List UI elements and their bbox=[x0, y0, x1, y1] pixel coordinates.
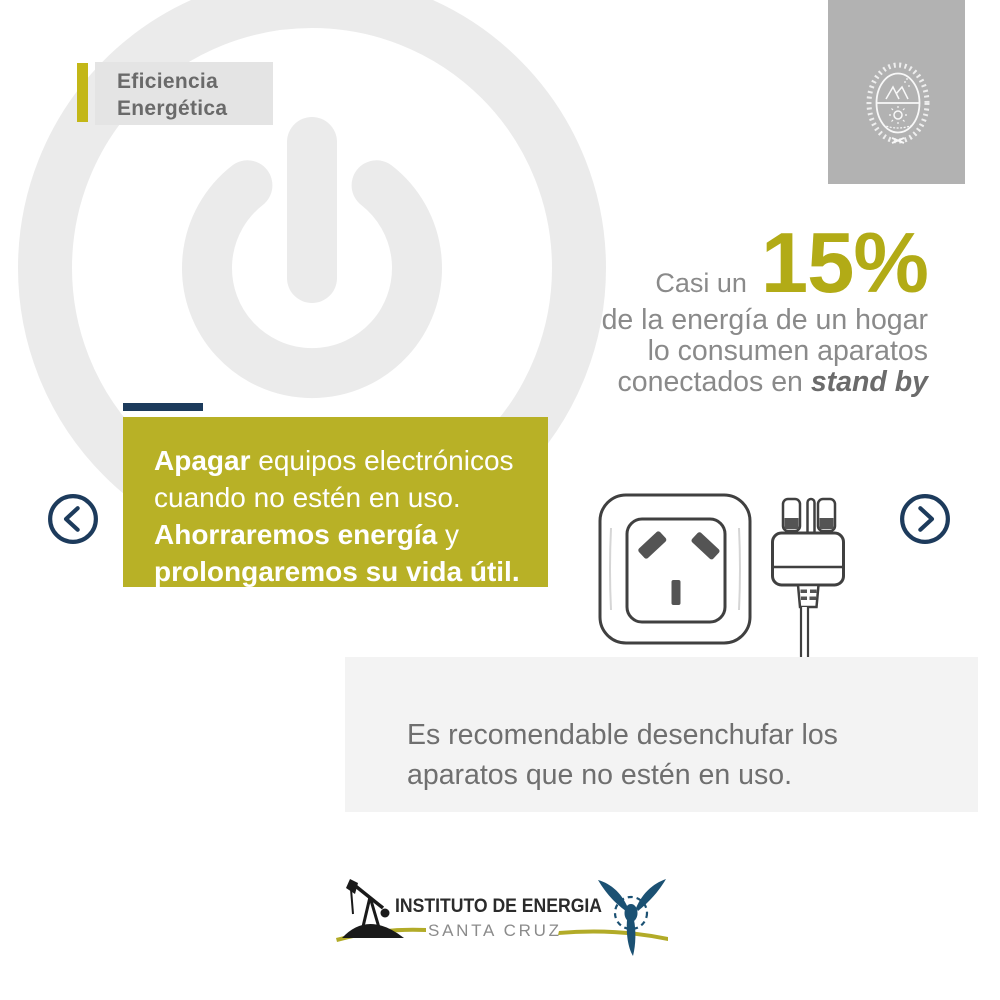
chevron-left-icon bbox=[45, 491, 101, 547]
standby-emphasis: stand by bbox=[810, 366, 928, 399]
government-block bbox=[828, 0, 965, 184]
stat-value: 15% bbox=[760, 216, 928, 311]
logo-line-2: SANTA CRUZ bbox=[428, 921, 559, 940]
recommendation-text: Es recomendable desenchufar los aparatos que no estén en uso. bbox=[407, 719, 838, 791]
carousel-prev-button[interactable] bbox=[45, 491, 101, 547]
stat-prefix: Casi un bbox=[655, 268, 747, 298]
tag-accent-bar bbox=[77, 63, 88, 122]
stat-description bbox=[602, 305, 928, 398]
logo-swoosh-right bbox=[558, 929, 668, 941]
coat-of-arms-icon bbox=[828, 0, 965, 184]
carousel-next-button[interactable] bbox=[897, 491, 953, 547]
logo-line-1: INSTITUTO DE ENERGIA bbox=[395, 895, 602, 917]
tip-box: Apagar equipos electrónicos cuando no estén en uso. Ahorraremos energía y prolongaremos su vida útil. bbox=[123, 417, 548, 587]
chevron-right-icon bbox=[897, 491, 953, 547]
stat-block bbox=[601, 216, 928, 399]
recommendation-box bbox=[345, 657, 978, 812]
tag-line-2: Energética bbox=[117, 97, 228, 120]
tag-line-1: Eficiencia bbox=[117, 70, 219, 93]
stat-headline bbox=[602, 216, 928, 311]
instituto-de-energia-logo bbox=[330, 856, 670, 968]
stat-description-lines: de la energía de un hogar lo consumen aparatos bbox=[601, 304, 928, 368]
stat-last-line: conectados en stand by bbox=[617, 366, 928, 399]
plug bbox=[773, 499, 844, 658]
tip-accent-bar bbox=[123, 403, 203, 411]
section-tag bbox=[95, 62, 273, 125]
outlet-and-plug-illustration bbox=[590, 480, 860, 658]
wind-turbine-icon bbox=[598, 879, 666, 956]
